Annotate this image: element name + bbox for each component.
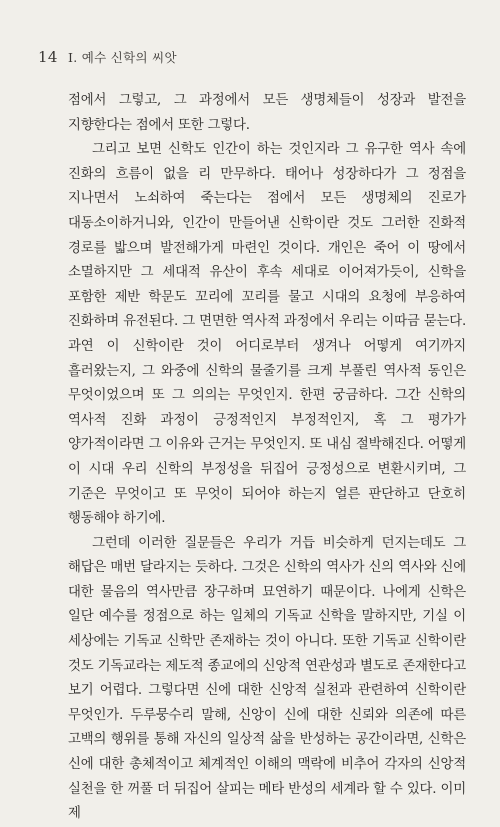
paragraph: 점에서 그렇고, 그 과정에서 모든 생명체들이 성장과 발전을 지향한다는 점에서 또한 그렇다. <box>68 93 466 133</box>
paragraph: 그런데 이러한 질문들은 우리가 거듭 비슷하게 던지는데도 그 해답은 매번 달라지는 듯하다. 그것은 신학의 역사가 신의 역사와 신에 대한 물음의 역사만큼 장구하며 묘연하기 때문이다. 나에게 신학은 일단 예수를 정점으로 하는 일체의 기독교 신학을 말하지만, 기실 이 세상에는 기독교 신학만 존재하는 것이 아니다. 또한 기독교 신학이란 것도 기독교라는 제도적 종교에의 신앙적 연관성과 별도로 존재한다고 보기 어렵다. 그렇다면 신에 대한 신앙적 실천과 관련하여 신학이란 무엇인가. 두루뭉수리 말해, 신앙이 신에 대한 신뢰와 의존에 따른 고백의 행위를 통해 자신의 일상적 삶을 반성하는 공간이라면, 신학은 신에 대한 총체적이고 체계적인 이해의 맥락에 비추어 각자의 신앙적 실천을 한 꺼풀 더 뒤집어 살피는 메타 반성의 세계라 할 수 있다. 이미 제 <box>68 535 466 822</box>
chapter-title: I. 예수 신학의 씨앗 <box>67 50 177 65</box>
body-text <box>68 89 466 827</box>
paragraph: 그리고 보면 신학도 인간이 하는 것인지라 그 유구한 역사 속에 진화의 흐름이 없을 리 만무하다. 태어나 성장하다가 그 정점을 지나면서 노쇠하여 죽는다는 점에서 모든 생명체의 진로가 대동소이하거니와, 인간이 만들어낸 신학이란 것도 그러한 진화적 경로를 밟으며 발전해가게 마련인 것이다. 개인은 죽어 이 땅에서 소멸하지만 그 세대적 유산이 후속 세대로 이어져가듯이, 신학을 포함한 제반 학문도 꼬리에 꼬리를 물고 시대의 요청에 부응하여 진화하며 유전된다. 그 면면한 역사적 과정에서 우리는 이따금 묻는다. 과연 이 신학이란 것이 어디로부터 생겨나 어떻게 여기까지 흘러왔는지, 그 와중에 신학의 물줄기를 크게 부풀린 역사적 동인은 무엇이었으며 또 그 의의는 무엇인지. 한편 궁금하다. 그간 신학의 역사적 진화 과정이 긍정적인지 부정적인지, 혹 그 평가가 양가적이라면 그 이유와 근거는 무엇인지. 또 내심 절박해진다. 어떻게 이 시대 우리 신학의 부정성을 뒤집어 긍정성으로 변환시키며, 그 기준은 무엇이고 또 무엇이 되어야 하는지 얼른 판단하고 단호히 행동해야 하기에. <box>68 142 466 527</box>
running-header <box>38 48 177 66</box>
page-number: 14 <box>38 48 58 66</box>
